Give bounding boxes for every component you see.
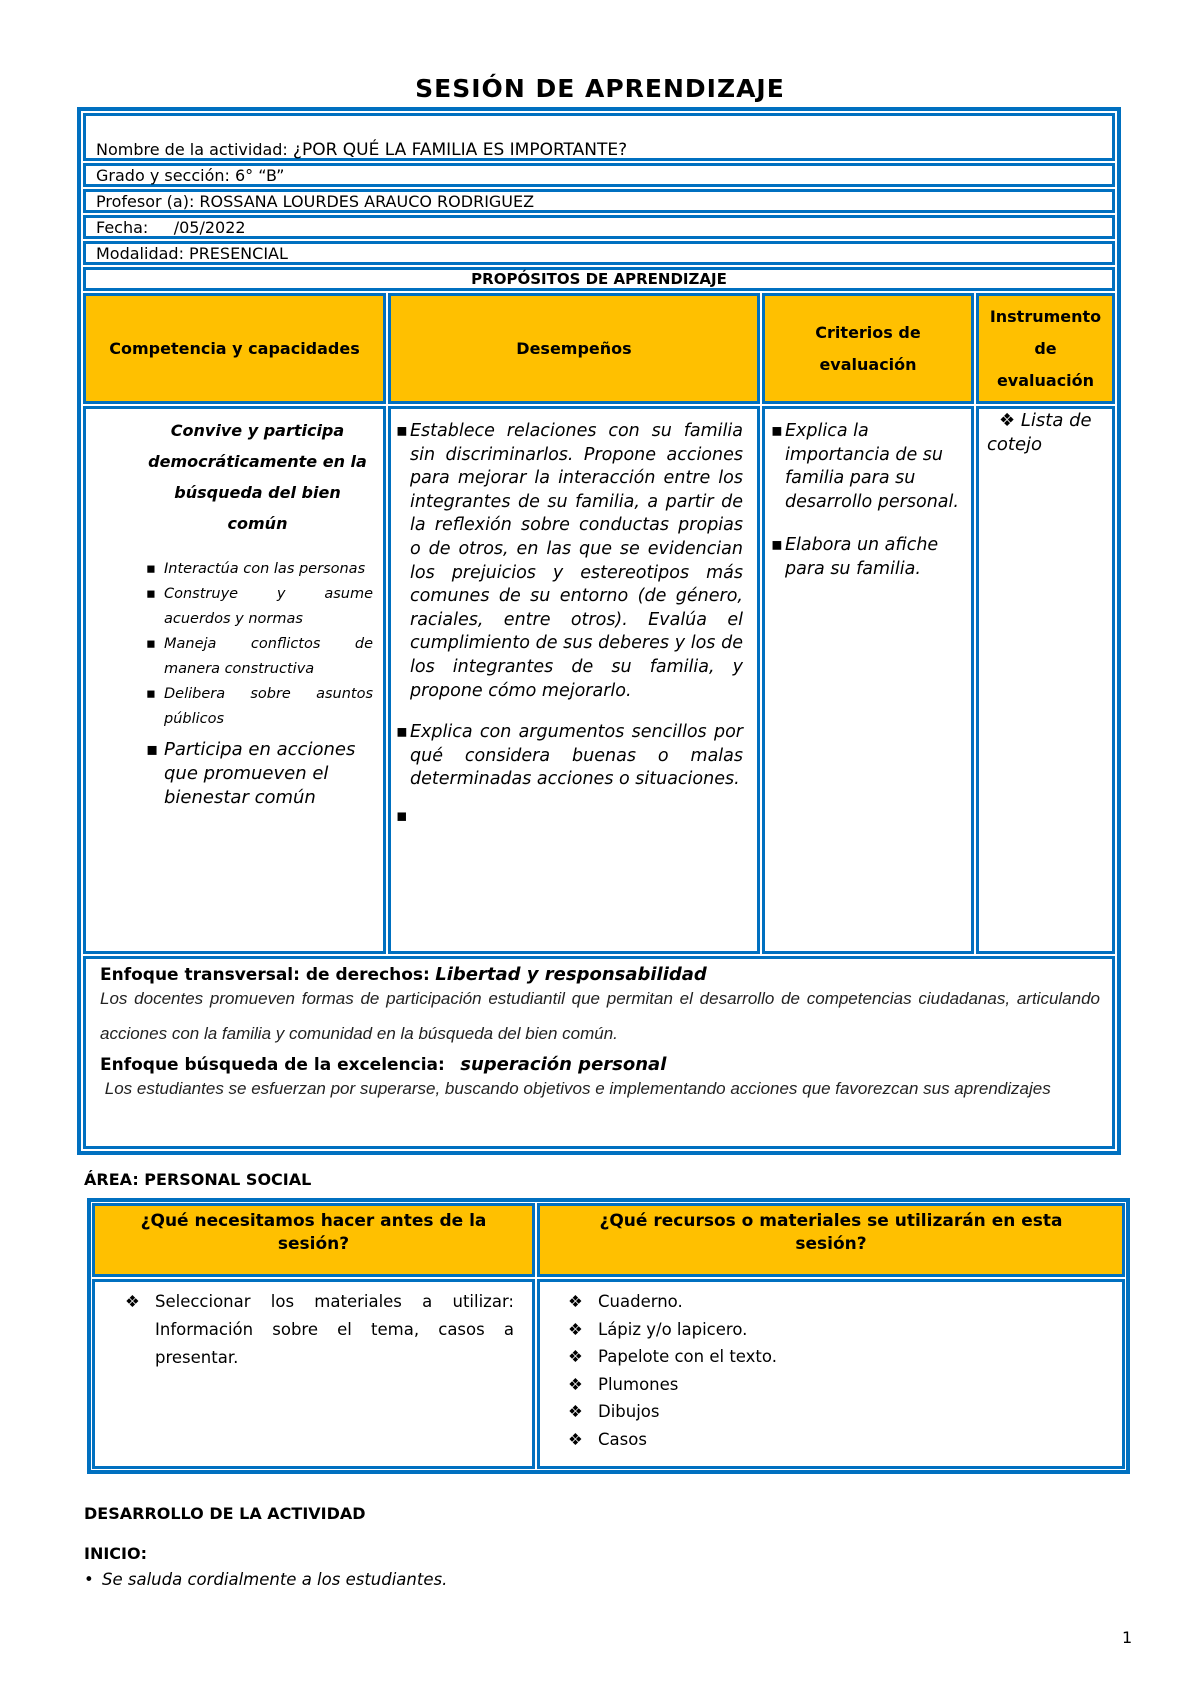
header-instrument: Instrumento de evaluación [976,293,1115,404]
materials-list [568,1288,1104,1454]
material-item: ❖ Cuaderno. [568,1288,1104,1316]
approach-1-text: Los docentes promueven formas de participación estudiantil que permitan el desarrollo de competencias ciudadanas, articulando acciones con la familia y comunidad en la búsqueda del bien común. [100,989,1100,1043]
teacher-row: Profesor (a): ROSSANA LOURDES ARAUCO RODRIGUEZ [83,189,1115,213]
performances-cell [388,406,760,954]
development-heading: DESARROLLO DE LA ACTIVIDAD [84,1504,366,1523]
material-item: ❖ Papelote con el texto. [568,1343,1104,1371]
prep-before-item: ❖ Seleccionar los materiales a utilizar: Información sobre el tema, casos a presentar. [125,1288,514,1372]
empty-bullet [396,806,743,826]
instrument-cell [976,406,1115,954]
approach-1-value: Libertad y responsabilidad [435,964,707,985]
header-performances: Desempeños [388,293,760,404]
purposes-heading: PROPÓSITOS DE APRENDIZAJE [83,267,1115,291]
capacity-item: ▪ Delibera sobre asuntos públicos [146,682,373,732]
approach-1-label: Enfoque transversal: de derechos: [100,965,430,985]
capacity-item: ▪ Participa en acciones que promueven el bienestar común [146,738,373,810]
criterion-item: ▪ Explica la importancia de su familia para su desarrollo personal. [771,420,963,514]
performance-item: ▪ Establece relaciones con su familia sin discriminarlos. Propone acciones para mejorar la interacción entre los integrantes de su familia, a partir de la reflexión sobre conductas propias o de otros, en las que se evidencian los prejuicios y estereotipos más comunes de su entorno (de género, raciales, entre otros). Evalúa el cumplimiento de sus deberes y los de los integrantes de su familia, y propone cómo mejorarlo. [396,420,743,703]
start-step: • Se saluda cordialmente a los estudiantes. [84,1570,1200,1589]
performance-item: ▪ Explica con argumentos sencillos por qué considera buenas o malas determinadas acciones o situaciones. [396,721,743,792]
page-title: SESIÓN DE APRENDIZAJE [415,74,785,103]
activity-label: Nombre de la actividad: [96,140,288,159]
diamond-bullet-icon: ❖ [999,410,1016,431]
activity-row [83,113,1115,161]
capacity-item: ▪ Interactúa con las personas [146,557,373,582]
material-item: ❖ Casos [568,1426,1104,1454]
activity-name: ¿POR QUÉ LA FAMILIA ES IMPORTANTE? [292,140,628,160]
criterion-item: ▪ Elabora un afiche para su familia. [771,534,963,581]
approach-2-value: superación personal [460,1054,667,1075]
competence-cell [83,406,386,954]
header-criteria: Criterios de evaluación [762,293,974,404]
header-competence: Competencia y capacidades [83,293,386,404]
modality-row: Modalidad: PRESENCIAL [83,241,1115,265]
approach-2-label: Enfoque búsqueda de la excelencia: [100,1055,445,1075]
instrument-value: Lista de cotejo [987,410,1092,455]
material-item: ❖ Lápiz y/o lapicero. [568,1316,1104,1344]
criteria-cell [762,406,974,954]
material-item: ❖ Plumones [568,1371,1104,1399]
area-heading: ÁREA: PERSONAL SOCIAL [84,1170,312,1189]
capacity-list [146,557,373,810]
prep-before-cell [92,1279,535,1469]
date-row: Fecha: /05/2022 [83,215,1115,239]
prep-question-2: ¿Qué recursos o materiales se utilizarán en esta sesión? [537,1203,1125,1277]
capacity-item: ▪ Construye y asume acuerdos y normas [146,582,373,632]
prep-question-1: ¿Qué necesitamos hacer antes de la sesión? [92,1203,535,1277]
capacity-item: ▪ Maneja conflictos de manera constructiva [146,632,373,682]
material-item: ❖ Dibujos [568,1398,1104,1426]
approach-2-text: Los estudiantes se esfuerzan por superarse, buscando objetivos e implementando acciones que favorezcan sus aprendizajes [100,1079,1051,1098]
start-heading: INICIO: [84,1544,147,1563]
approach-cell [83,956,1115,1149]
competence-title: Convive y participa democráticamente en la búsqueda del bien común [148,421,367,533]
page-number: 1 [1122,1628,1133,1647]
prep-materials-cell [537,1279,1125,1469]
grade-row: Grado y sección: 6° “B” [83,163,1115,187]
instrument-text [987,409,1104,457]
